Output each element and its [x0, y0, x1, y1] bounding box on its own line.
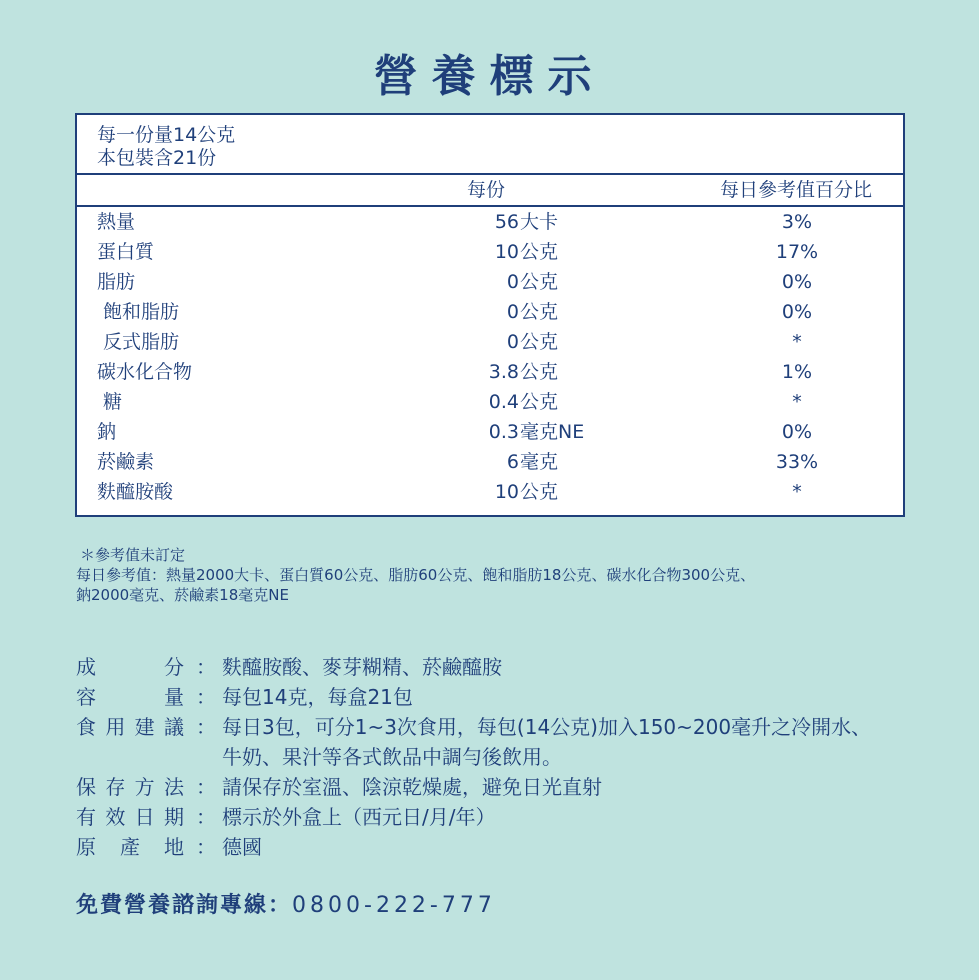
nutrient-value: 0 [506, 271, 519, 293]
info-colon: ： [196, 805, 216, 829]
nutrient-unit: 公克 [520, 331, 559, 353]
nutrient-name: 蛋白質 [97, 241, 155, 263]
nutrient-daily-pct: 0% [781, 271, 813, 293]
info-text: 德國 [222, 835, 262, 859]
nutrient-daily-pct: 17% [775, 241, 819, 263]
info-colon: ： [196, 655, 216, 679]
nutrient-name: 糖 [103, 391, 123, 413]
serving-count: 本包裝含21份 [97, 147, 217, 169]
nutrient-daily-pct: * [792, 331, 802, 353]
nutrient-rows [77, 207, 903, 507]
serving-info [97, 124, 235, 170]
info-colon: ： [196, 835, 216, 859]
nutrition-facts-table [75, 113, 905, 517]
nutrient-value: 3.8 [488, 361, 519, 383]
nutrient-name: 飽和脂肪 [103, 301, 180, 323]
nutrient-row [77, 327, 903, 357]
nutrient-unit: 毫克 [520, 451, 559, 473]
nutrient-row [77, 357, 903, 387]
nutrient-unit: 大卡 [520, 211, 559, 233]
nutrient-value: 10 [494, 241, 519, 263]
info-colon: ： [196, 715, 216, 739]
info-text: 請保存於室溫、陰涼乾燥處，避免日光直射 [222, 775, 602, 799]
nutrient-row [77, 387, 903, 417]
info-text: 牛奶、果汁等各式飲品中調勻後飲用。 [222, 745, 562, 769]
hotline-number[interactable]: 0800-222-777 [292, 893, 496, 918]
nutrient-unit: 公克 [520, 391, 559, 413]
divider [77, 173, 903, 175]
nutrient-value: 0.3 [488, 421, 519, 443]
footnote-asterisk: ＊參考值未訂定 [80, 546, 186, 564]
nutrient-name: 鈉 [97, 421, 117, 443]
nutrient-unit: 公克 [520, 361, 559, 383]
nutrient-name: 脂肪 [97, 271, 136, 293]
nutrient-row [77, 447, 903, 477]
footnote-daily-values: 每日參考值：熱量2000大卡、蛋白質60公克、脂肪60公克、飽和脂肪18公克、碳水化合物300公克、 [76, 566, 756, 584]
nutrient-daily-pct: * [792, 391, 802, 413]
info-label: 容 量 [76, 685, 184, 709]
page-title: 營養標示 [373, 51, 606, 102]
nutrient-unit: 公克 [520, 241, 559, 263]
nutrient-daily-pct: 3% [781, 211, 813, 233]
nutrient-daily-pct: * [792, 481, 802, 503]
nutrient-unit: 毫克NE [520, 421, 585, 443]
nutrient-unit: 公克 [520, 481, 559, 503]
serving-size: 每一份量14公克 [97, 124, 236, 146]
nutrient-row [77, 477, 903, 507]
nutrient-row [77, 267, 903, 297]
info-colon: ： [196, 775, 216, 799]
info-text: 每包14克，每盒21包 [222, 685, 413, 709]
nutrient-daily-pct: 0% [781, 301, 813, 323]
nutrient-value: 56 [494, 211, 519, 233]
nutrient-unit: 公克 [520, 271, 559, 293]
info-text: 麩醯胺酸、麥芽糊精、菸鹼醯胺 [222, 655, 502, 679]
footnote-daily-values-cont: 鈉2000毫克、菸鹼素18毫克NE [76, 586, 289, 604]
info-label: 原 產 地 [76, 835, 184, 859]
nutrient-row [77, 237, 903, 267]
header-per-serving: 每份 [467, 179, 506, 201]
header-daily-value: 每日參考值百分比 [720, 179, 873, 201]
nutrient-name: 麩醯胺酸 [97, 481, 174, 503]
nutrient-daily-pct: 0% [781, 421, 813, 443]
nutrient-value: 0 [506, 331, 519, 353]
footnotes [76, 545, 755, 605]
nutrient-value: 6 [506, 451, 519, 473]
info-colon: ： [196, 685, 216, 709]
nutrient-name: 反式脂肪 [103, 331, 180, 353]
nutrient-row [77, 417, 903, 447]
nutrient-value: 0 [506, 301, 519, 323]
nutrient-daily-pct: 1% [781, 361, 813, 383]
nutrient-name: 菸鹼素 [97, 451, 155, 473]
hotline [76, 888, 496, 919]
nutrient-row [77, 297, 903, 327]
info-label: 有 效 日 期 [76, 805, 184, 829]
info-label: 食 用 建 議 [76, 715, 184, 739]
hotline-label: 免費營養諮詢專線： [76, 893, 293, 918]
nutrient-name: 熱量 [97, 211, 136, 233]
nutrient-name: 碳水化合物 [97, 361, 193, 383]
info-label: 保 存 方 法 [76, 775, 184, 799]
nutrient-unit: 公克 [520, 301, 559, 323]
nutrient-daily-pct: 33% [775, 451, 819, 473]
info-text: 標示於外盒上（西元日/月/年） [222, 805, 496, 829]
info-text: 每日3包，可分1~3次食用，每包(14公克)加入150~200毫升之冷開水、 [222, 715, 872, 739]
nutrient-value: 10 [494, 481, 519, 503]
nutrient-value: 0.4 [488, 391, 519, 413]
nutrient-row [77, 207, 903, 237]
info-label: 成 分 [76, 655, 184, 679]
